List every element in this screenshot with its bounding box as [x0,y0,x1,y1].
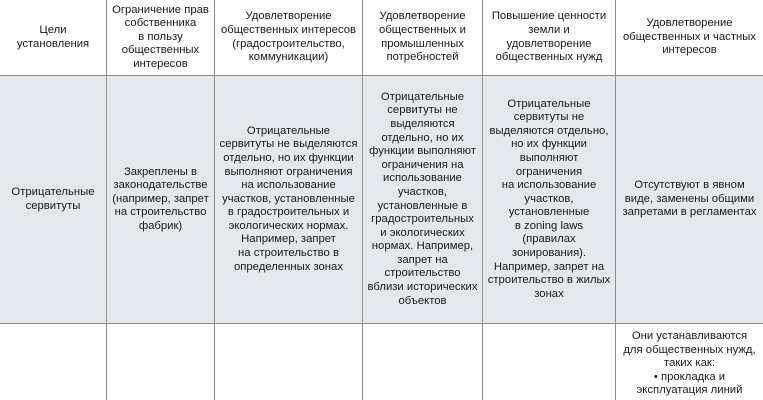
header-text: Удовлетворение общественных и частных интересов [622,17,756,57]
header-cell-owner-restriction [106,0,214,76]
table-cell [214,324,362,400]
cell-text: Отрицательные сервитуты не выделяются отдельно, но их функции выполняют ограничения на использование участков, установленные в градостроительных и экологических нормах. Например, запрет на строительство в определенных зонах [219,124,358,273]
header-cell-land-value [482,0,615,76]
cell-text: Отсутствуют в явном виде, заменены общими запретами в регламентах [622,179,757,219]
table-cell [615,324,763,400]
cell-text: Отрицательные сервитуты не выделяются отдельно, но их функции выполняют ограничения на использование участков, установленные в градостроительных и экологических нормах. Например, запрет на строительство вблизи исторических объектов [367,90,478,307]
table-cell [106,324,214,400]
header-cell-public-interests [214,0,362,76]
cell-text: Закреплены в законодательстве (например, запрет на строительство фабрик) [112,165,209,232]
cell-text: Отрицательные сервитуты не выделяются отдельно, но их функции выполняют ограничения на использование участков, установленные в zoning laws (правилах зонирования). Например, запрет на строительство в жилых зонах [487,97,611,300]
header-text: Повышение ценности земли и удовлетворение общественных нужд [491,10,607,64]
row-label: Отрицательные сервитуты [11,185,95,212]
table-cell [482,76,615,324]
header-text: Удовлетворение общественных и промышленных потребностей [379,10,466,64]
table-cell [615,76,763,324]
table-cell [362,324,482,400]
table-cell [106,76,214,324]
table-cell [0,324,106,400]
table-cell [0,76,106,324]
header-cell-goals [0,0,106,76]
table-cell [214,76,362,324]
header-cell-industrial-needs [362,0,482,76]
header-text: Цели установления [16,23,90,50]
cell-text: Они устанавливаются для общественных нужд, таких как: • прокладка и эксплуатация линий [623,330,756,397]
table-cell [362,76,482,324]
header-text: Ограничение прав собственника в пользу общественных интересов [112,3,209,70]
table-cell [482,324,615,400]
header-cell-private-interests [615,0,763,76]
header-text: Удовлетворение общественных интересов (градостроительство, коммуникации) [220,10,357,64]
